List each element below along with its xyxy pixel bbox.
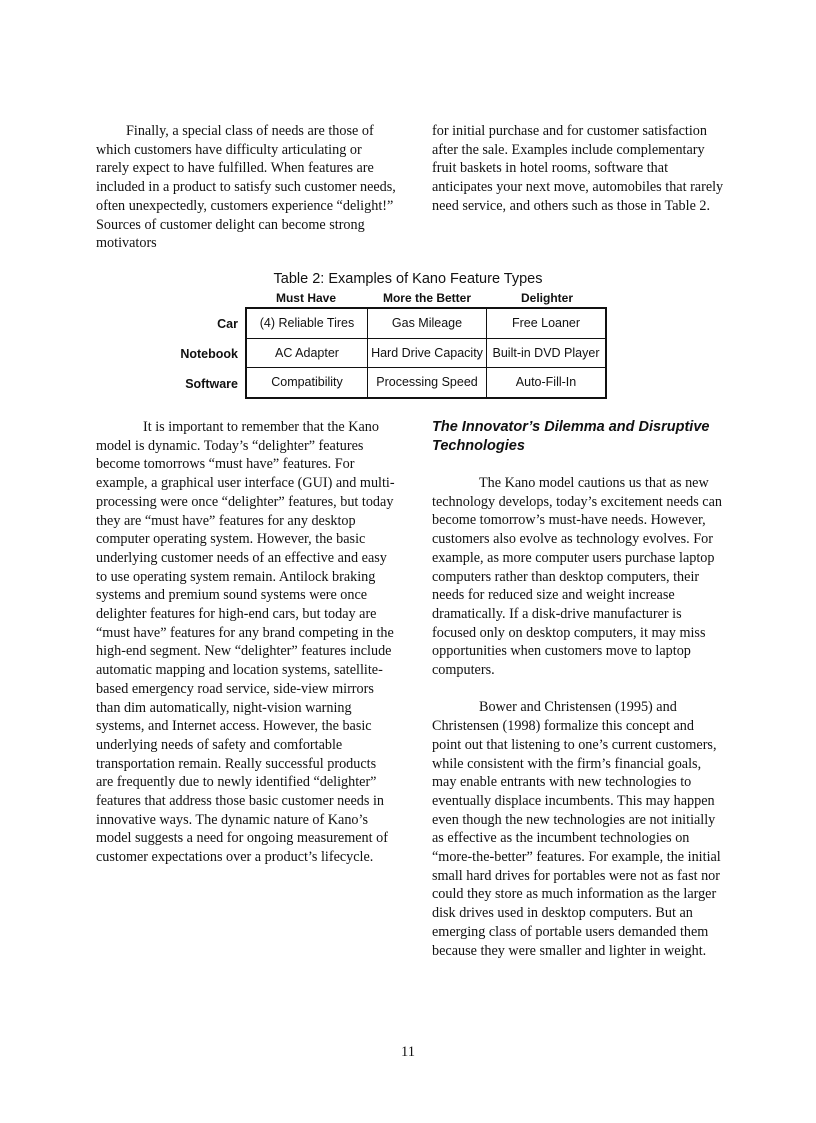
- section-heading: The Innovator’s Dilemma and Disruptive Technologies: [432, 419, 710, 454]
- table-cell: Hard Drive Capacity: [368, 338, 487, 368]
- table-cell: Compatibility: [246, 368, 368, 398]
- row-label-notebook: Notebook: [180, 347, 238, 361]
- page-number: 11: [401, 1044, 415, 1060]
- table-row: [246, 308, 606, 338]
- paragraph-delight-examples: for initial purchase and for customer satisfaction after the sale. Examples include complementary fruit baskets in hotel rooms, software that anticipates your next move, automobiles that rarely need service, and others such as those in Table 2.: [432, 123, 724, 214]
- table-cell: AC Adapter: [246, 338, 368, 368]
- table-cell: (4) Reliable Tires: [246, 308, 368, 338]
- table-cell: Free Loaner: [487, 308, 607, 338]
- kano-feature-table: [245, 307, 607, 399]
- paragraph-gap: [432, 680, 724, 699]
- column-header-more-the-better: More the Better: [382, 291, 471, 305]
- table-row: [246, 338, 606, 368]
- paragraph-bower-christensen: Bower and Christensen (1995) and Christensen (1998) formalize this concept and point out that listening to one’s current customers, while consistent with the firm’s financial goals, may enable entrants with new technologies to eventually displace incumbents. This may happen even though the new technologies are not initially as effective as the incumbent technologies on “more-the-better” features. For example, the initial small hard drives for portables were not as fast nor could they store as much information as the larger disk drives used in desktop computers. But an emerging class of portable users demanded them because they were smaller and lighter in weight.: [432, 699, 721, 959]
- table-cell: Gas Mileage: [368, 308, 487, 338]
- right-column-top: [432, 122, 724, 216]
- paragraph-kano-dynamic: It is important to remember that the Kano model is dynamic. Today’s “delighter” features become tomorrows “must have” features. For example, a graphical user interface (GUI) and multi-processing were once “delighter” features, but today they are “must have” features for any desktop computer operating system. However, the basic underlying customer needs of an effective and easy to use operating system remain. Antilock braking systems and premium sound systems were once delighter features for high-end cars, but today are “must have” features for any brand competing in the high-end segment. New “delighter” features include automatic mapping and location systems, satellite-based emergency road service, side-view mirrors than dim automatically, night-vision warning systems, and Internet access. However, the basic underlying needs of safety and comfortable transportation remain. Really successful products are frequently due to newly identified “delighter” features that address those basic customer needs in innovative ways. The dynamic nature of Kano’s model suggests a need for ongoing measurement of customer expectations over a product’s lifecycle.: [96, 419, 395, 866]
- table-caption: Table 2: Examples of Kano Feature Types: [273, 271, 543, 287]
- left-column-top: [96, 122, 396, 253]
- column-header-delighter: Delighter: [520, 291, 573, 305]
- paragraph-technology-evolves: The Kano model cautions us that as new technology develops, today’s excitement needs can become tomorrow’s must-have needs. However, customers also evolve as technology evolves. For example, as more computer users purchase laptop computers rather than desktop computers, their needs for reduced size and weight increase dramatically. If a disk-drive manufacturer is focused only on desktop computers, it may miss opportunities when customers move to laptop computers.: [432, 475, 722, 679]
- row-label-software: Software: [185, 377, 238, 391]
- table-cell: Processing Speed: [368, 368, 487, 398]
- paragraph-delight-intro: Finally, a special class of needs are those of which customers have difficulty articulating or rarely expect to have fulfilled. When features are included in a product to satisfy such customer needs, often unexpectedly, customers experience “delight!” Sources of customer delight can become strong motivators: [96, 123, 396, 252]
- table-row: [246, 368, 606, 398]
- table-cell: Built-in DVD Player: [487, 338, 607, 368]
- table-cell: Auto-Fill-In: [487, 368, 607, 398]
- column-header-must-have: Must Have: [275, 291, 337, 305]
- row-label-car: Car: [217, 317, 238, 331]
- left-column-bottom: [96, 418, 396, 867]
- right-column-bottom: [432, 418, 724, 960]
